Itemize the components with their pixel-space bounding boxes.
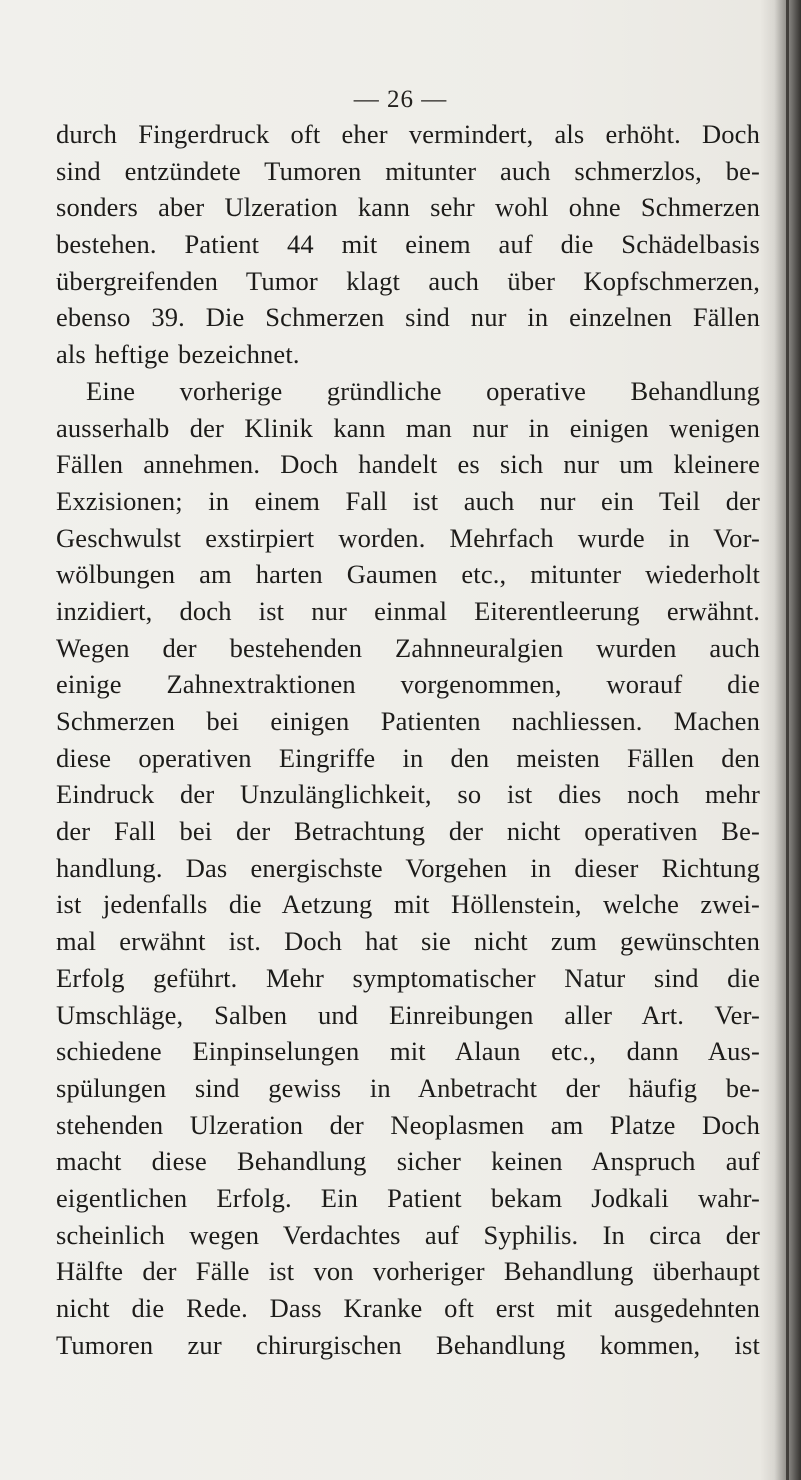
text-line: Schmerzen bei einigen Patienten nachliessen. Machen: [56, 706, 760, 736]
text-line: wölbungen am harten Gaumen etc., mitunter wiederholt: [56, 559, 760, 590]
body-text: [56, 116, 760, 1363]
text-line: Eindruck der Unzulänglichkeit, so ist dies noch mehr: [56, 779, 760, 810]
text-line: ist jedenfalls die Aetzung mit Höllenstein, welche zwei-: [56, 889, 760, 920]
text-line: stehenden Ulzeration der Neoplasmen am Platze Doch: [56, 1109, 760, 1140]
text-line: als heftige bezeichnet.: [56, 339, 300, 370]
page-edge-binding: [786, 0, 789, 1480]
text-line: inzidiert, doch ist nur einmal Eiterentleerung erwähnt.: [56, 595, 760, 626]
text-line: mal erwähnt ist. Doch hat sie nicht zum gewünschten: [56, 926, 760, 957]
text-line: Hälfte der Fälle ist von vorheriger Behandlung überhaupt: [56, 1256, 760, 1287]
text-line: schiedene Einpinselungen mit Alaun etc., dann Aus-: [56, 1036, 760, 1067]
text-line: handlung. Das energischste Vorgehen in dieser Richtung: [56, 852, 760, 883]
text-line: der Fall bei der Betrachtung der nicht operativen Be-: [56, 816, 760, 847]
text-line: Wegen der bestehenden Zahnneuralgien wurden auch: [56, 632, 760, 663]
text-line: sind entzündete Tumoren mitunter auch schmerzlos, be-: [56, 155, 760, 186]
text-line: Erfolg geführt. Mehr symptomatischer Natur sind die: [56, 962, 760, 993]
text-line: ebenso 39. Die Schmerzen sind nur in einzelnen Fällen: [56, 302, 760, 333]
text-line: Umschläge, Salben und Einreibungen aller Art. Ver-: [56, 999, 760, 1030]
text-line: Eine vorherige gründliche operative Behandlung: [86, 375, 760, 406]
text-line: bestehen. Patient 44 mit einem auf die Schädelbasis: [56, 229, 760, 260]
text-line: nicht die Rede. Dass Kranke oft erst mit ausgedehnten: [56, 1293, 760, 1323]
text-line: Geschwulst exstirpiert worden. Mehrfach wurde in Vor-: [56, 522, 760, 553]
text-line: scheinlich wegen Verdachtes auf Syphilis. In circa der: [56, 1219, 760, 1250]
text-line: einige Zahnextraktionen vorgenommen, worauf die: [56, 669, 760, 700]
text-line: spülungen sind gewiss in Anbetracht der häufig be-: [56, 1072, 760, 1103]
text-line: Fällen annehmen. Doch handelt es sich nur um kleinere: [56, 449, 760, 480]
text-line: eigentlichen Erfolg. Ein Patient bekam Jodkali wahr-: [56, 1182, 760, 1213]
text-line: macht diese Behandlung sicher keinen Anspruch auf: [56, 1146, 760, 1177]
text-line: sonders aber Ulzeration kann sehr wohl ohne Schmerzen: [56, 192, 760, 223]
text-line: diese operativen Eingriffe in den meisten Fällen den: [56, 742, 760, 773]
text-line: ausserhalb der Klinik kann man nur in einigen wenigen: [56, 412, 760, 443]
page-number: — 26 —: [353, 86, 448, 113]
text-line: übergreifenden Tumor klagt auch über Kopfschmerzen,: [56, 265, 760, 296]
text-line: durch Fingerdruck oft eher vermindert, als erhöht. Doch: [56, 119, 760, 149]
text-line: Tumoren zur chirurgischen Behandlung kommen, ist: [56, 1329, 760, 1360]
page-edge-shadow: [760, 0, 801, 1480]
text-line: Exzisionen; in einem Fall ist auch nur ein Teil der: [56, 485, 760, 516]
